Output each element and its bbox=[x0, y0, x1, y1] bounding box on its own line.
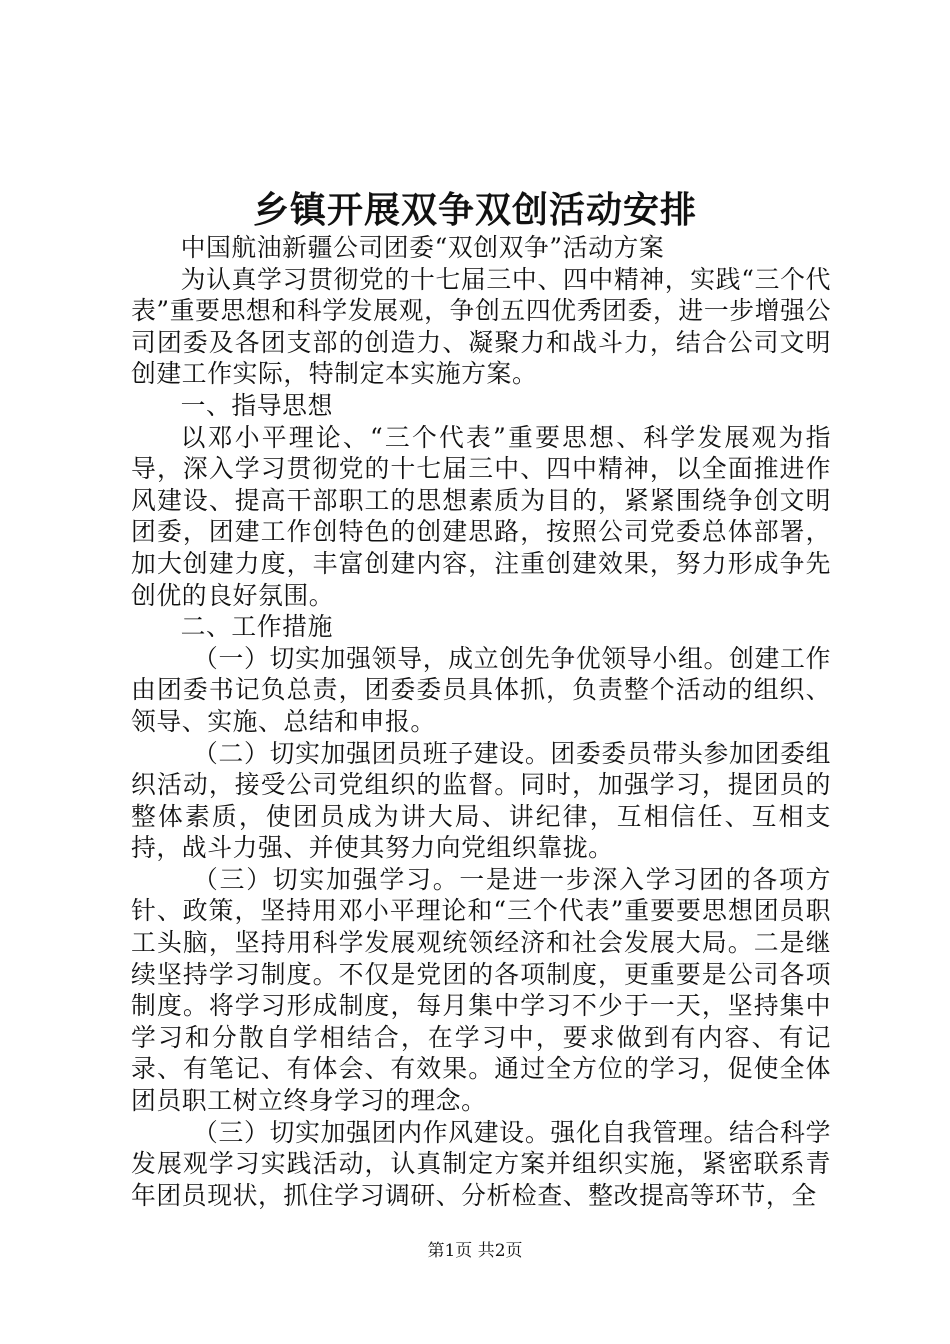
paragraph-subtitle: 中国航油新疆公司团委“双创双争”活动方案 bbox=[180, 233, 665, 262]
section-heading-work-measures: 二、工作措施 bbox=[180, 612, 333, 642]
paragraph-measure-3: （三）切实加强学习。一是进一步深入学习团的各项方针、政策，坚持用邓小平理论和“三个代表”重要要思想团员职工头脑，坚持用科学发展观统领经济和社会发展大局。二是继续坚持学习制度。不仅是党团的各项制度，更重要是公司各项制度。将学习形成制度，每月集中学习不少于一天，坚持集中学习和分散自学相结合，在学习中，要求做到有内容、有记录、有笔记、有体会、有效果。通过全方位的学习，促使全体团员职工树立终身学习的理念。 bbox=[131, 864, 831, 1116]
page-footer: 第1页 共2页 bbox=[427, 1241, 523, 1261]
document-title: 乡镇开展双争双创活动安排 bbox=[252, 189, 697, 231]
paragraph-measure-1: （一）切实加强领导，成立创先争优领导小组。创建工作由团委书记负总责，团委委员具体抓，负责整个活动的组织、领导、实施、总结和申报。 bbox=[131, 643, 831, 736]
paragraph-measure-2: （二）切实加强团员班子建设。团委委员带头参加团委组织活动，接受公司党组织的监督。同时，加强学习，提团员的整体素质，使团员成为讲大局、讲纪律，互相信任、互相支持，战斗力强、并使其努力向党组织靠拢。 bbox=[131, 738, 831, 863]
section-heading-guiding-thought: 一、指导思想 bbox=[180, 390, 333, 420]
document-body bbox=[131, 232, 831, 1211]
paragraph-measure-4: （三）切实加强团内作风建设。强化自我管理。结合科学发展观学习实践活动，认真制定方案并组织实施，紧密联系青年团员现状，抓住学习调研、分析检查、整改提高等环节，全 bbox=[131, 1117, 831, 1210]
paragraph-intro: 为认真学习贯彻党的十七届三中、四中精神，实践“三个代表”重要思想和科学发展观，争创五四优秀团委，进一步增强公司团委及各团支部的创造力、凝聚力和战斗力，结合公司文明创建工作实际，特制定本实施方案。 bbox=[131, 264, 831, 389]
paragraph-guiding-thought: 以邓小平理论、“三个代表”重要思想、科学发展观为指导，深入学习贯彻党的十七届三中、四中精神，以全面推进作风建设、提高干部职工的思想素质为目的，紧紧围绕争创文明团委，团建工作创特色的创建思路，按照公司党委总体部署，加大创建力度，丰富创建内容，注重创建效果，努力形成争先创优的良好氛围。 bbox=[131, 422, 831, 610]
